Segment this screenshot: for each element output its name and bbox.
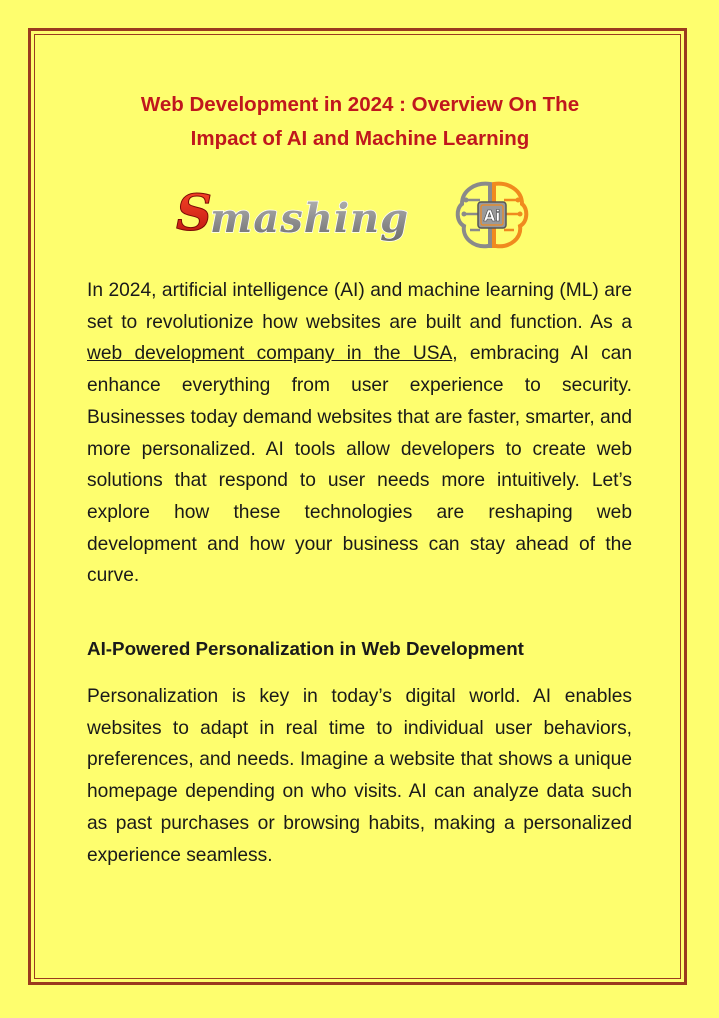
section-heading-personalization: AI-Powered Personalization in Web Development bbox=[87, 638, 524, 659]
intro-text-start: In 2024, artificial intelligence (AI) and machine learning (ML) are set to revolutionize how websites are built and function. As a bbox=[87, 280, 632, 333]
logo-wordmark: mashing bbox=[210, 195, 410, 242]
logo-badge-text: Ai bbox=[483, 207, 501, 225]
web-development-company-link[interactable]: web development company in the USA bbox=[87, 343, 453, 365]
intro-paragraph bbox=[87, 275, 632, 592]
intro-text-end: , embracing AI can enhance everything from user experience to security. Businesses today demand websites that are faster, smarter, and more personalized. AI tools allow developers to create web solutions that respond to user needs more intuitively. Let’s explore how these technologies are reshaping web development and how your business can stay ahead of the curve. bbox=[87, 343, 633, 587]
smashing-ai-logo bbox=[174, 176, 554, 254]
title-line-1: Web Development in 2024 : Overview On The bbox=[140, 93, 580, 116]
title-line-2: Impact of AI and Machine Learning bbox=[190, 127, 530, 150]
personalization-paragraph: Personalization is key in today’s digital world. AI enables websites to adapt in real time to individual user behaviors, preferences, and needs. Imagine a website that shows a unique homepage depending on who visits. AI can analyze data such as past purchases or browsing habits, making a personalized experience seamless. bbox=[87, 686, 632, 866]
logo-initial-letter: S bbox=[176, 183, 213, 242]
ai-chip-brain-icon bbox=[458, 184, 527, 247]
document-title bbox=[60, 88, 660, 156]
